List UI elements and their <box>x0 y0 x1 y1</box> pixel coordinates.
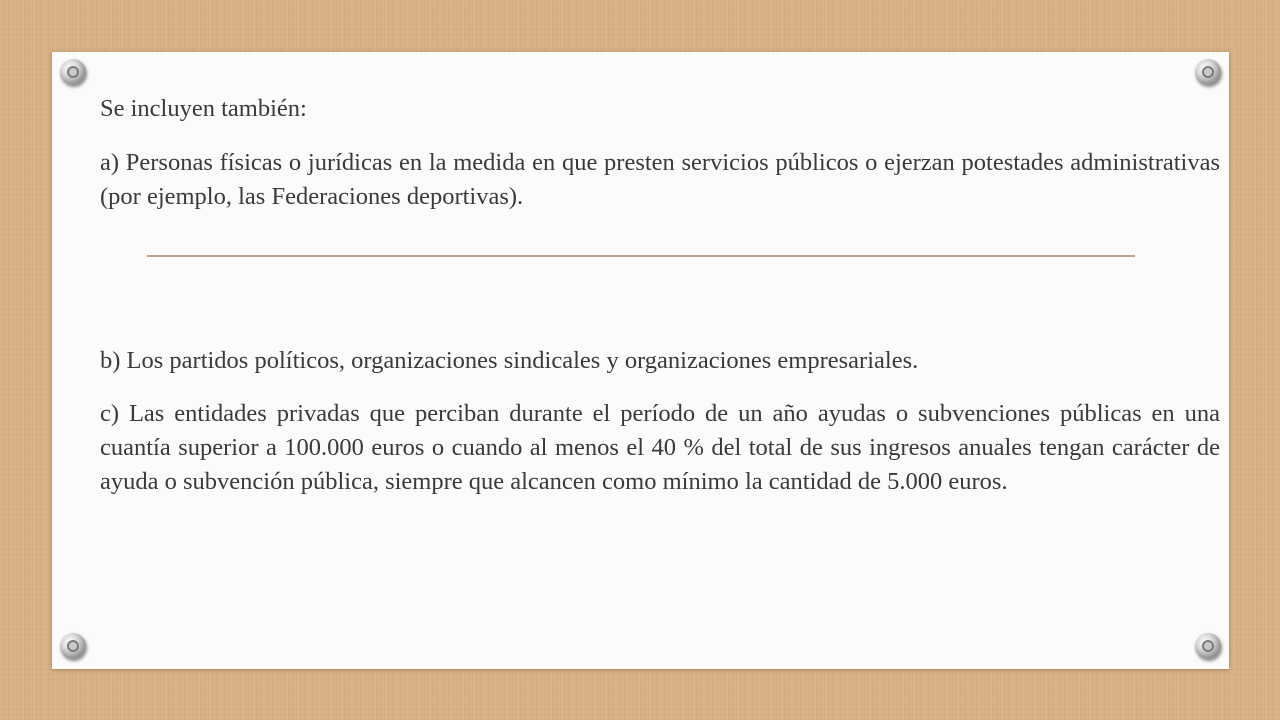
item-c-text: c) Las entidades privadas que perciban durante el período de un año ayudas o subvenciones públicas en una cuantía superior a 100.000 euros o cuando al menos el 40 % del total de sus ingresos anuales tengan carácter de ayuda o subvención pública, siempre que alcancen como mínimo la cantidad de 5.000 euros. <box>100 400 1220 495</box>
section-divider <box>147 255 1135 257</box>
pushpin-icon <box>1195 59 1221 85</box>
item-a-text: a) Personas físicas o jurídicas en la medida en que presten servicios públicos o ejerzan potestades administrativas (por ejemplo, las Federaciones deportivas). <box>100 149 1220 210</box>
pushpin-icon <box>60 633 86 659</box>
intro-text: Se incluyen también: <box>100 95 307 122</box>
item-b-text: b) Los partidos políticos, organizaciones sindicales y organizaciones empresariales. <box>100 347 919 374</box>
pushpin-icon <box>1195 633 1221 659</box>
pushpin-icon <box>60 59 86 85</box>
